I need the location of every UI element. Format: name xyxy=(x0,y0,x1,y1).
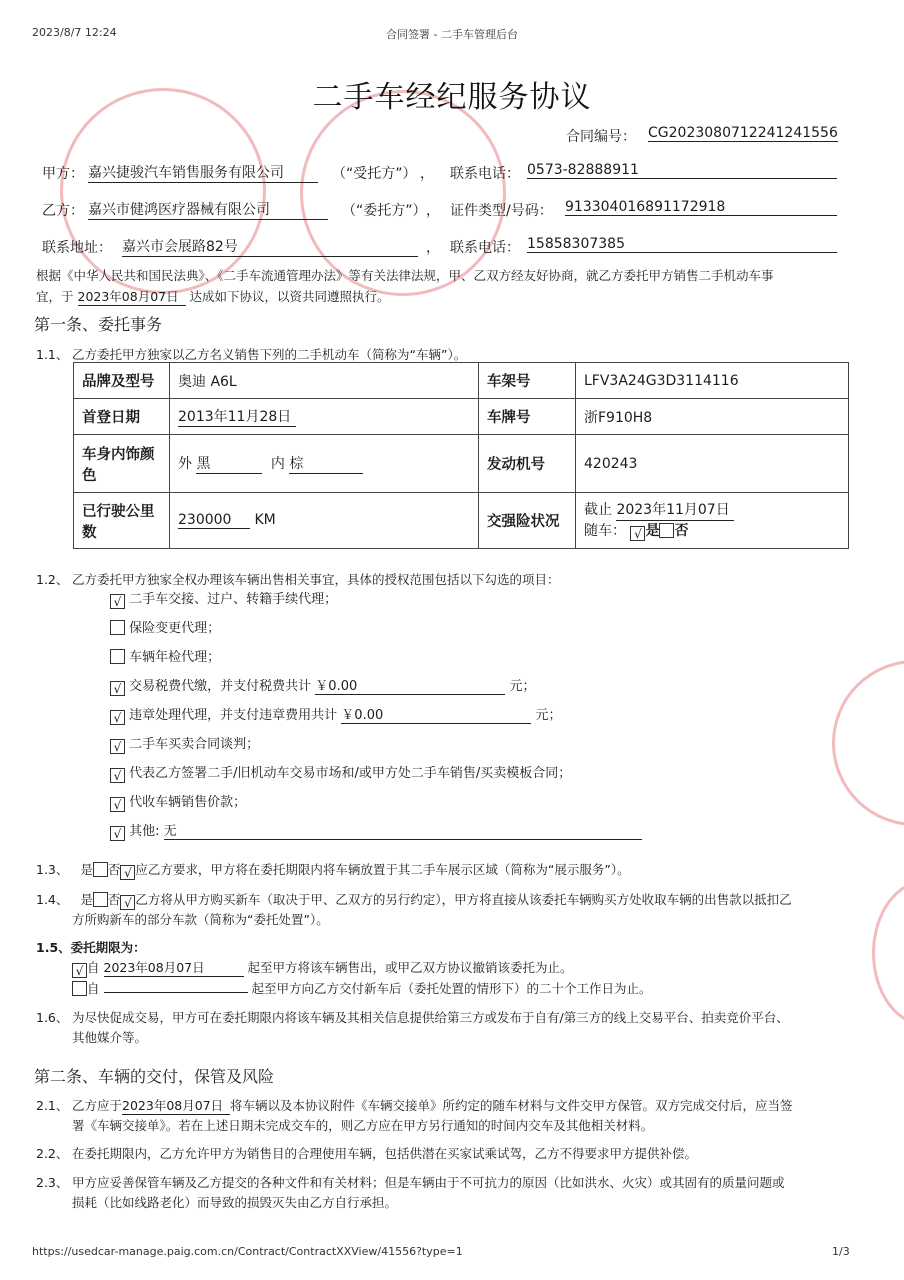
party-b-role: （“委托方”） xyxy=(342,203,427,219)
party-a-phone-label: 联系电话： xyxy=(450,166,520,182)
clause-2-2-num: 2.2、 xyxy=(36,1146,69,1161)
reg-date-value: 2013年11月28日 xyxy=(178,406,296,427)
vehicle-info-table: 品牌及型号 奥迪 A6L 车架号 LFV3A24G3D3114116 首登日期 2013年11月28日 车牌号 浙F910H8 车身内饰颜色 外 黑 内 棕 发动机号 420243 已行驶公里数 230000 KM 交强险状况 截止 2023年11月07日 随车： √ 是 否 xyxy=(73,362,849,549)
clause-1-5-option-1: √ 自 2023年08月07日 起至甲方将该车辆售出，或甲乙双方协议撤销该委托为止。 xyxy=(72,958,573,978)
option-checkbox: √ xyxy=(110,710,125,725)
party-a-role: （“受托方”） xyxy=(332,166,417,182)
term-option-2-checkbox xyxy=(72,981,87,996)
option-item: √ 二手车买卖合同谈判； xyxy=(110,733,259,754)
option-item: 车辆年检代理； xyxy=(110,646,220,665)
insurance-label: 交强险状况 xyxy=(479,493,576,549)
brand-value: 奥迪 A6L xyxy=(170,363,479,399)
clause-2-3-num: 2.3、 xyxy=(36,1175,69,1190)
with-car-no-checkbox xyxy=(659,523,674,538)
violation-amount: ￥0.00 xyxy=(341,704,531,724)
clause-1-1-text: 乙方委托甲方独家以乙方名义销售下列的二手机动车（简称为“车辆”）。 xyxy=(72,347,467,362)
mileage-value: 230000 xyxy=(178,512,250,529)
term-option-1-checkbox: √ xyxy=(72,963,87,978)
clause-1-6-line-1: 为尽快促成交易，甲方可在委托期限内将该车辆及其相关信息提供给第三方或发布于自有/第三方的线上交易平台、拍卖竞价平台、 xyxy=(72,1010,789,1025)
comma: ， xyxy=(426,203,440,219)
clause-2-2-text: 在委托期限内，乙方允许甲方为销售目的合理使用车辆，包括供潜在买家试乘试驾，乙方不得要求甲方提供补偿。 xyxy=(72,1146,698,1161)
party-a-name: 嘉兴捷骏汽车销售服务有限公司 xyxy=(88,162,318,183)
company-seal-right-lower xyxy=(872,880,904,1026)
clause-1-3: 1.3、 是 否 √ 应乙方要求，甲方将在委托期限内将车辆放置于其二手车展示区域（简称为“展示服务”）。 xyxy=(36,862,630,880)
party-a-label: 甲方： xyxy=(42,166,84,182)
page-number: 1/3 xyxy=(832,1245,850,1258)
clause-1-4-line-2: 方所购新车的部分车款（简称为“委托处置”）。 xyxy=(72,912,329,927)
address-label: 联系地址： xyxy=(42,240,112,256)
clause-1-1-num: 1.1、 xyxy=(36,347,69,362)
mileage-label: 已行驶公里数 xyxy=(74,493,170,549)
term-start-date-blank xyxy=(104,978,248,993)
clause-2-1-line-2: 署《车辆交接单》。若在上述日期未完成交车的，则乙方应在甲方另行通知的时间内交车及其他相关材料。 xyxy=(72,1118,654,1133)
option-checkbox xyxy=(110,620,125,635)
clause-1-5-option-2: 自 起至甲方向乙方交付新车后（委托处置的情形下）的二十个工作日为止。 xyxy=(72,978,652,997)
engine-label: 发动机号 xyxy=(479,435,576,493)
insurance-until: 2023年11月07日 xyxy=(616,500,734,521)
option-checkbox: √ xyxy=(110,739,125,754)
contract-no-label: 合同编号： xyxy=(566,129,636,145)
plate-value: 浙F910H8 xyxy=(576,399,849,435)
party-b-label: 乙方： xyxy=(42,203,84,219)
clause-1-4-no-checkbox: √ xyxy=(120,895,135,910)
option-checkbox: √ xyxy=(110,768,125,783)
option-checkbox: √ xyxy=(110,681,125,696)
clause-1-5-heading: 1.5、委托期限为： xyxy=(36,940,146,955)
party-b-address: 嘉兴市会展路82号 xyxy=(122,236,418,257)
option-item: √ 代表乙方签署二手/旧机动车交易市场和/或甲方处二手车销售/买卖模板合同； xyxy=(110,762,571,783)
with-car-yes-checkbox: √ xyxy=(630,526,645,541)
party-a-phone: 0573-82888911 xyxy=(527,162,837,179)
reg-date-label: 首登日期 xyxy=(74,399,170,435)
clause-2-1-num: 2.1、 xyxy=(36,1098,69,1113)
mileage-unit: KM xyxy=(254,512,276,528)
option-item: √ 二手车交接、过户、转籍手续代理； xyxy=(110,588,337,609)
brand-label: 品牌及型号 xyxy=(74,363,170,399)
clause-1-2-text: 乙方委托甲方独家全权办理该车辆出售相关事宜，具体的授权范围包括以下勾选的项目： xyxy=(72,572,560,587)
print-datetime: 2023/8/7 12:24 xyxy=(32,26,117,39)
clause-1-3-no-checkbox: √ xyxy=(120,865,135,880)
comma: ， xyxy=(420,166,434,182)
option-item: √ 交易税费代缴，并支付税费共计 ￥0.00 元； xyxy=(110,675,535,696)
agreement-date: 2023年08月07日 xyxy=(78,287,186,306)
vin-value: LFV3A24G3D3114116 xyxy=(576,363,849,399)
preamble-line-2: 宜，于 2023年08月07日 达成如下协议，以资共同遵照执行。 xyxy=(36,289,390,304)
browser-page-title: 合同签署 - 二手车管理后台 xyxy=(386,28,518,41)
clause-2-1-line-1: 乙方应于2023年08月07日 将车辆以及本协议附件《车辆交接单》所约定的随车材料与文件交甲方保管。双方完成交付后，应当签 xyxy=(72,1098,793,1113)
party-b-id-label: 证件类型/号码： xyxy=(450,203,553,219)
article-1-heading: 第一条、委托事务 xyxy=(34,315,163,334)
interior-color: 棕 xyxy=(289,453,363,474)
color-label: 车身内饰颜色 xyxy=(74,435,170,493)
clause-1-3-yes-checkbox xyxy=(93,862,108,877)
option-checkbox: √ xyxy=(110,797,125,812)
contract-no: CG2023080712241241556 xyxy=(648,125,838,141)
option-checkbox: √ xyxy=(110,826,125,841)
term-start-date: 2023年08月07日 xyxy=(104,958,244,977)
option-item: 保险变更代理； xyxy=(110,617,220,636)
comma: ， xyxy=(426,240,440,256)
clause-2-3-line-2: 损耗（比如线路老化）而导致的损毁灭失由乙方自行承担。 xyxy=(72,1195,398,1210)
preamble-line-1: 根据《中华人民共和国民法典》、《二手车流通管理办法》等有关法律法规，甲、乙双方经友好协商，就乙方委托甲方销售二手机动车事 xyxy=(36,268,774,283)
option-checkbox: √ xyxy=(110,594,125,609)
clause-1-4: 1.4、 是 否 √ 乙方将从甲方购买新车（取决于甲、乙双方的另行约定），甲方将直接从该委托车辆购买方处收取车辆的出售款以抵扣乙 xyxy=(36,892,792,910)
option-item: √ 违章处理代理，并支付违章费用共计 ￥0.00 元； xyxy=(110,704,561,725)
vin-label: 车架号 xyxy=(479,363,576,399)
article-2-heading: 第二条、车辆的交付，保管及风险 xyxy=(34,1067,275,1086)
option-checkbox xyxy=(110,649,125,664)
clause-1-4-yes-checkbox xyxy=(93,892,108,907)
page-url: https://usedcar-manage.paig.com.cn/Contract/ContractXXView/41556?type=1 xyxy=(32,1245,463,1258)
company-seal-right xyxy=(832,660,904,826)
clause-1-6-line-2: 其他媒介等。 xyxy=(72,1030,148,1045)
option-item: √ 其他: 无 xyxy=(110,820,642,841)
clause-1-6-num: 1.6、 xyxy=(36,1010,69,1025)
party-b-phone-label: 联系电话： xyxy=(450,240,520,256)
clause-2-3-line-1: 甲方应妥善保管车辆及乙方提交的各种文件和有关材料；但是车辆由于不可抗力的原因（比如洪水、火灾）或其固有的质量问题或 xyxy=(72,1175,785,1190)
party-b-id: 913304016891172918 xyxy=(565,199,837,216)
handover-date: 2023年08月07日 xyxy=(122,1096,230,1115)
document-title: 二手车经纪服务协议 xyxy=(312,80,592,115)
clause-1-2-num: 1.2、 xyxy=(36,572,69,587)
plate-label: 车牌号 xyxy=(479,399,576,435)
engine-value: 420243 xyxy=(576,435,849,493)
party-b-phone: 15858307385 xyxy=(527,236,837,253)
other-value: 无 xyxy=(164,820,642,840)
exterior-color: 黑 xyxy=(196,453,262,474)
party-b-name: 嘉兴市健鸿医疗器械有限公司 xyxy=(88,199,328,220)
tax-amount: ￥0.00 xyxy=(315,675,505,695)
option-item: √ 代收车辆销售价款； xyxy=(110,791,246,812)
company-seal-left xyxy=(60,88,266,294)
